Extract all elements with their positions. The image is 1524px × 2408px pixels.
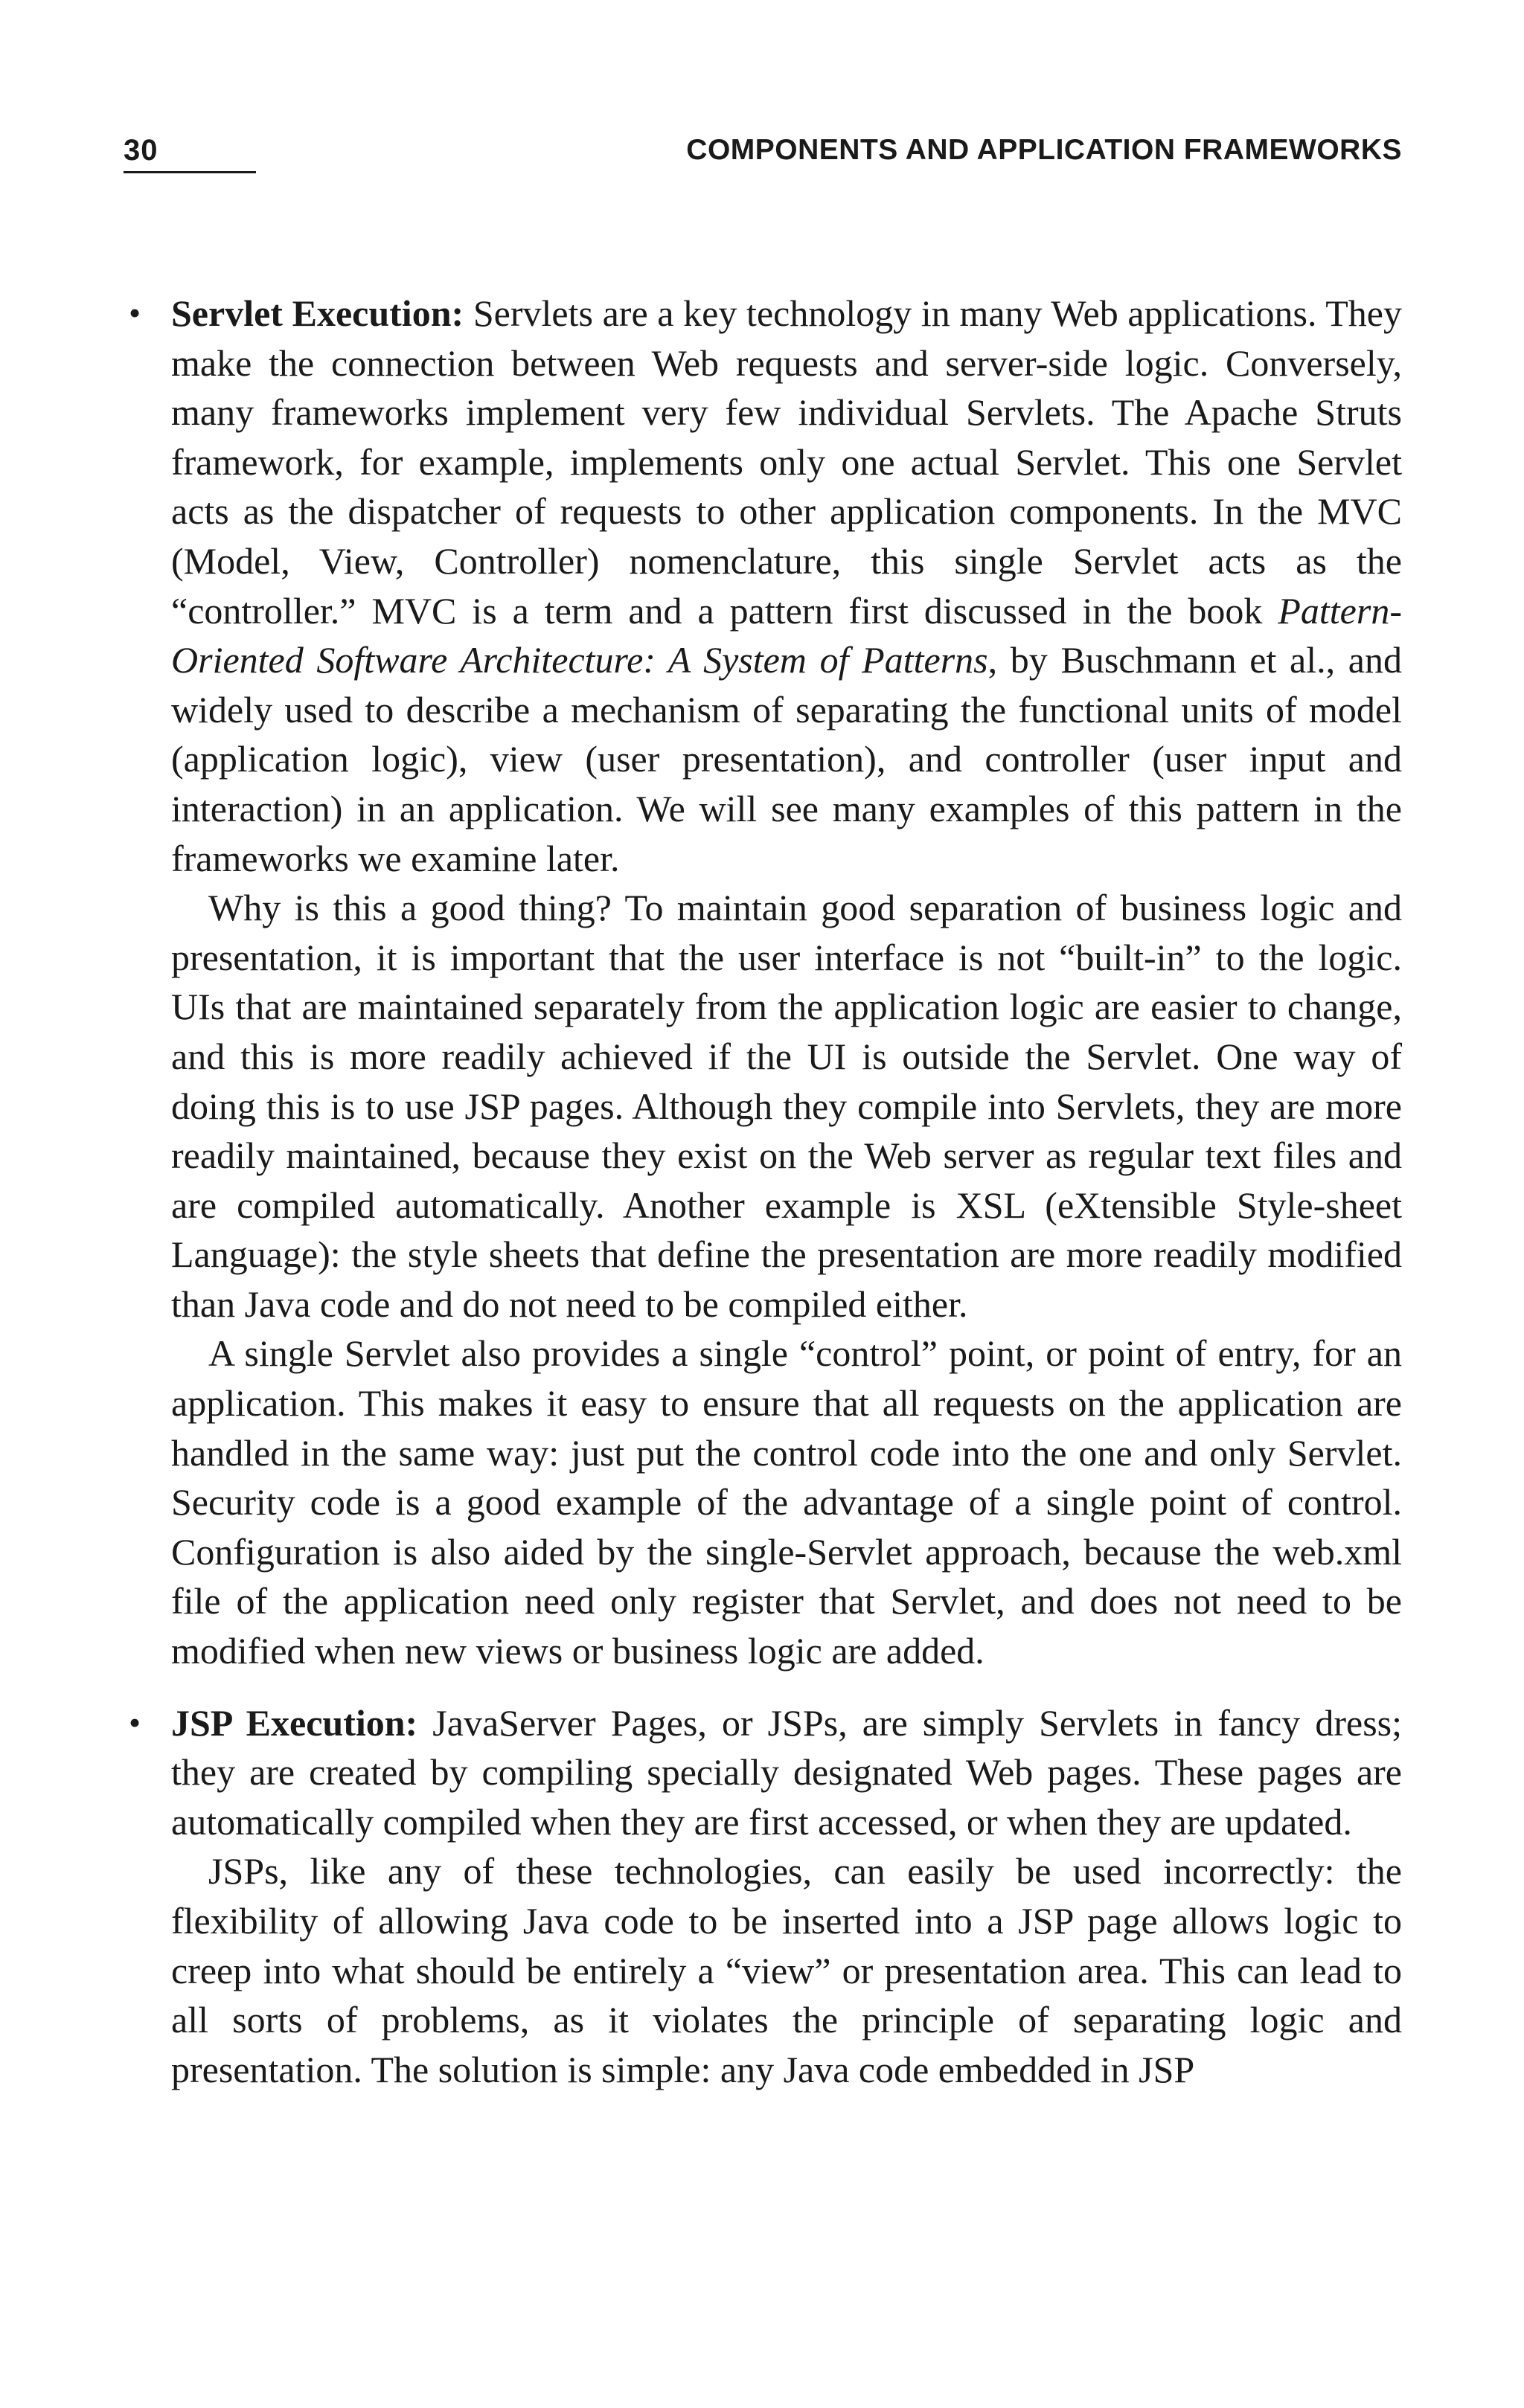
paragraph (171, 289, 1402, 883)
bullet-icon: • (128, 294, 141, 332)
paragraph: Why is this a good thing? To maintain good separation of business logic and presentation, it is important that the user interface is not “built-in” to the logic. UIs that are maintained separately from the application logic are easier to change, and this is more readily achieved if the UI is outside the Servlet. One way of doing this is to use JSP pages. Although they compile into Servlets, they are more readily maintained, because they exist on the Web server as regular text files and are compiled automatically. Another example is XSL (eXtensible Style-sheet Language): the style sheets that define the presentation are more readily modified than Java code and do not need to be compiled either. (171, 887, 1402, 1325)
paragraph-text: , by Buschmann et al., and widely used to describe a mechanism of separating the functional units of model (application logic), view (user presentation), and controller (user input and interaction) in an application. We will see many examples of this pattern in the frameworks we examine later. (171, 639, 1402, 879)
book-title: Pattern-Oriented Software Architecture: A System of Patterns (171, 589, 1402, 681)
chapter-title: COMPONENTS AND APPLICATION FRAMEWORKS (686, 134, 1402, 166)
paragraph-text: Servlets are a key technology in many Web applications. They make the connection between Web requests and server-side logic. Conversely, many frameworks implement very few individual Servlets. The Apache Struts framework, for example, implements only one actual Servlet. This one Servlet acts as the dispatcher of requests to other application components. In the MVC (Model, View, Controller) nomenclature, this single Servlet acts as the “controller.” MVC is a term and a pattern first discussed in the book (171, 292, 1403, 632)
bullet-icon: • (128, 1703, 141, 1741)
paragraph-text: JavaServer Pages, or JSPs, are simply Servlets in fancy dress; they are created by compiling specially designated Web pages. These pages are automatically compiled when they are first accessed, or when they are updated. (171, 1701, 1402, 1843)
paragraph: A single Servlet also provides a single “control” point, or point of entry, for an application. This makes it easy to ensure that all requests on the application are handled in the same way: just put the control code into the one and only Servlet. Security code is a good example of the advantage of a single point of control. Configuration is also aided by the single-Servlet approach, because the web.xml file of the application need only register that Servlet, and does not need to be modified when new views or business logic are added. (171, 1332, 1402, 1672)
running-head (124, 128, 1402, 173)
paragraph (171, 1698, 1402, 1847)
list-item-servlet-execution (124, 289, 1402, 1676)
page-number-rule (124, 171, 256, 173)
body-text (124, 289, 1402, 2094)
item-lead: Servlet Execution: (171, 292, 464, 334)
item-lead: JSP Execution: (171, 1701, 418, 1744)
list-item-jsp-execution (124, 1698, 1402, 2095)
page-number: 30 (124, 134, 159, 167)
paragraph: JSPs, like any of these technologies, can easily be used incorrectly: the flexibility of allowing Java code to be inserted into a JSP page allows logic to creep into what should be entirely a “view” or presentation area. This can lead to all sorts of problems, as it violates the principle of separating logic and presentation. The solution is simple: any Java code embedded in JSP (171, 1850, 1402, 2090)
